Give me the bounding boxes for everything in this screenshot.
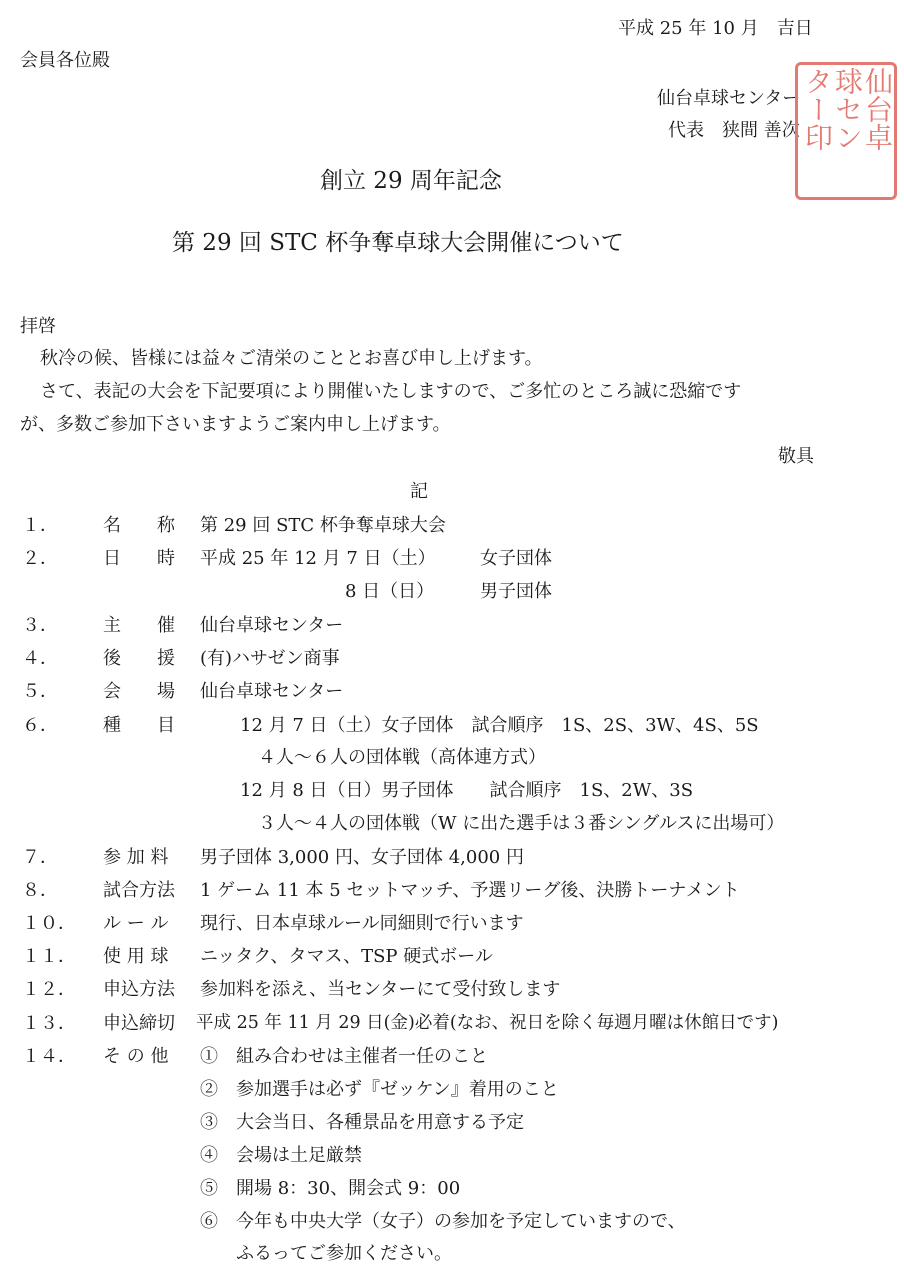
- item-value: 12 月 7 日（土）女子団体 試合順序 1S、2S、3W、4S、5S: [240, 715, 759, 736]
- item-label: 使 用 球: [103, 946, 169, 967]
- item-value: 仙台卓球センター: [200, 615, 344, 636]
- item-number: ２．: [22, 548, 58, 569]
- item-number: １４．: [22, 1046, 76, 1067]
- item-number: １２．: [22, 979, 76, 1000]
- item-value: 平成 25 年 12 月 7 日（土）: [200, 548, 436, 569]
- greeting-paragraph: 秋冷の候、皆様には益々ご清栄のこととお喜び申し上げます。: [40, 348, 543, 369]
- item-value-extra: 男子団体: [480, 581, 552, 602]
- item-number: ７．: [22, 847, 58, 868]
- item-value: ③ 大会当日、各種景品を用意する予定: [200, 1112, 524, 1133]
- seal-text-left: ター印: [801, 67, 834, 151]
- item-value: ④ 会場は土足厳禁: [200, 1145, 362, 1166]
- item-value: 男子団体 3,000 円、女子団体 4,000 円: [200, 847, 524, 868]
- item-label: 試合方法: [103, 880, 175, 901]
- item-number: １１．: [22, 946, 76, 967]
- item-value: 参加料を添え、当センターにて受付致します: [200, 979, 561, 1000]
- seal-text-right: 仙台卓: [861, 67, 894, 151]
- company-seal: [795, 62, 897, 200]
- sender-representative: 代表 狭間 善次: [668, 120, 800, 141]
- body-paragraph-line2: が、多数ご参加下さいますようご案内申し上げます。: [20, 414, 451, 435]
- document-subtitle: 第 29 回 STC 杯争奪卓球大会開催について: [172, 230, 624, 256]
- item-label: 種 目: [103, 715, 175, 736]
- item-value: (有)ハサゼン商事: [200, 648, 340, 669]
- item-label: 会 場: [103, 681, 175, 702]
- opening-salutation: 拝啓: [20, 316, 56, 337]
- item-label: ル ー ル: [103, 913, 169, 934]
- item-value: ② 参加選手は必ず『ゼッケン』着用のこと: [200, 1079, 559, 1100]
- item-number: ８．: [22, 880, 58, 901]
- item-number: １０．: [22, 913, 76, 934]
- item-number: ３．: [22, 615, 58, 636]
- item-number: １．: [22, 515, 58, 536]
- item-number: ４．: [22, 648, 58, 669]
- item-value: 現行、日本卓球ルール同細則で行います: [200, 913, 524, 934]
- addressee: 会員各位殿: [20, 50, 110, 71]
- ki-heading: 記: [410, 481, 428, 502]
- item-label: 日 時: [103, 548, 175, 569]
- item-value: 1 ゲーム 11 本 5 セットマッチ、予選リーグ後、決勝トーナメント: [200, 880, 740, 901]
- item-value: ⑤ 開場 8：30、開会式 9：00: [200, 1178, 461, 1199]
- sender-organization: 仙台卓球センター: [657, 88, 801, 109]
- item-value-extra: 女子団体: [480, 548, 552, 569]
- item-value: ⑥ 今年も中央大学（女子）の参加を予定していますので、: [200, 1211, 686, 1232]
- item-value: ３人～４人の団体戦（W に出た選手は３番シングルスに出場可）: [258, 813, 785, 834]
- item-value: 平成 25 年 11 月 29 日(金)必着(なお、祝日を除く毎週月曜は休館日です): [196, 1013, 779, 1033]
- item-value: 8 日（日）: [345, 581, 435, 602]
- item-value: ① 組み合わせは主催者一任のこと: [200, 1046, 488, 1067]
- closing-salutation: 敬具: [778, 446, 814, 467]
- item-value: ニッタク、タマス、TSP 硬式ボール: [200, 946, 493, 967]
- item-label: 参 加 料: [103, 847, 169, 868]
- item-number: ６．: [22, 715, 58, 736]
- item-value: ４人～６人の団体戦（高体連方式）: [258, 747, 546, 768]
- item-label: 申込方法: [103, 979, 175, 1000]
- document-title: 創立 29 周年記念: [320, 168, 502, 194]
- document-date: 平成 25 年 10 月 吉日: [618, 18, 813, 39]
- item-label: 名 称: [103, 515, 175, 536]
- item-value: 12 月 8 日（日）男子団体 試合順序 1S、2W、3S: [240, 780, 694, 801]
- item-value: 第 29 回 STC 杯争奪卓球大会: [200, 515, 446, 536]
- item-label: 申込締切: [103, 1013, 175, 1034]
- item-value: 仙台卓球センター: [200, 681, 344, 702]
- item-value: ふるってご参加ください。: [200, 1243, 452, 1264]
- item-label: 主 催: [103, 615, 175, 636]
- item-number: ５．: [22, 681, 58, 702]
- seal-text-middle: 球セン: [831, 67, 864, 151]
- item-number: １３．: [22, 1013, 76, 1034]
- body-paragraph-line1: さて、表記の大会を下記要項により開催いたしますので、ご多忙のところ誠に恐縮です: [40, 381, 742, 402]
- item-label: 後 援: [103, 648, 175, 669]
- item-label: そ の 他: [103, 1046, 169, 1067]
